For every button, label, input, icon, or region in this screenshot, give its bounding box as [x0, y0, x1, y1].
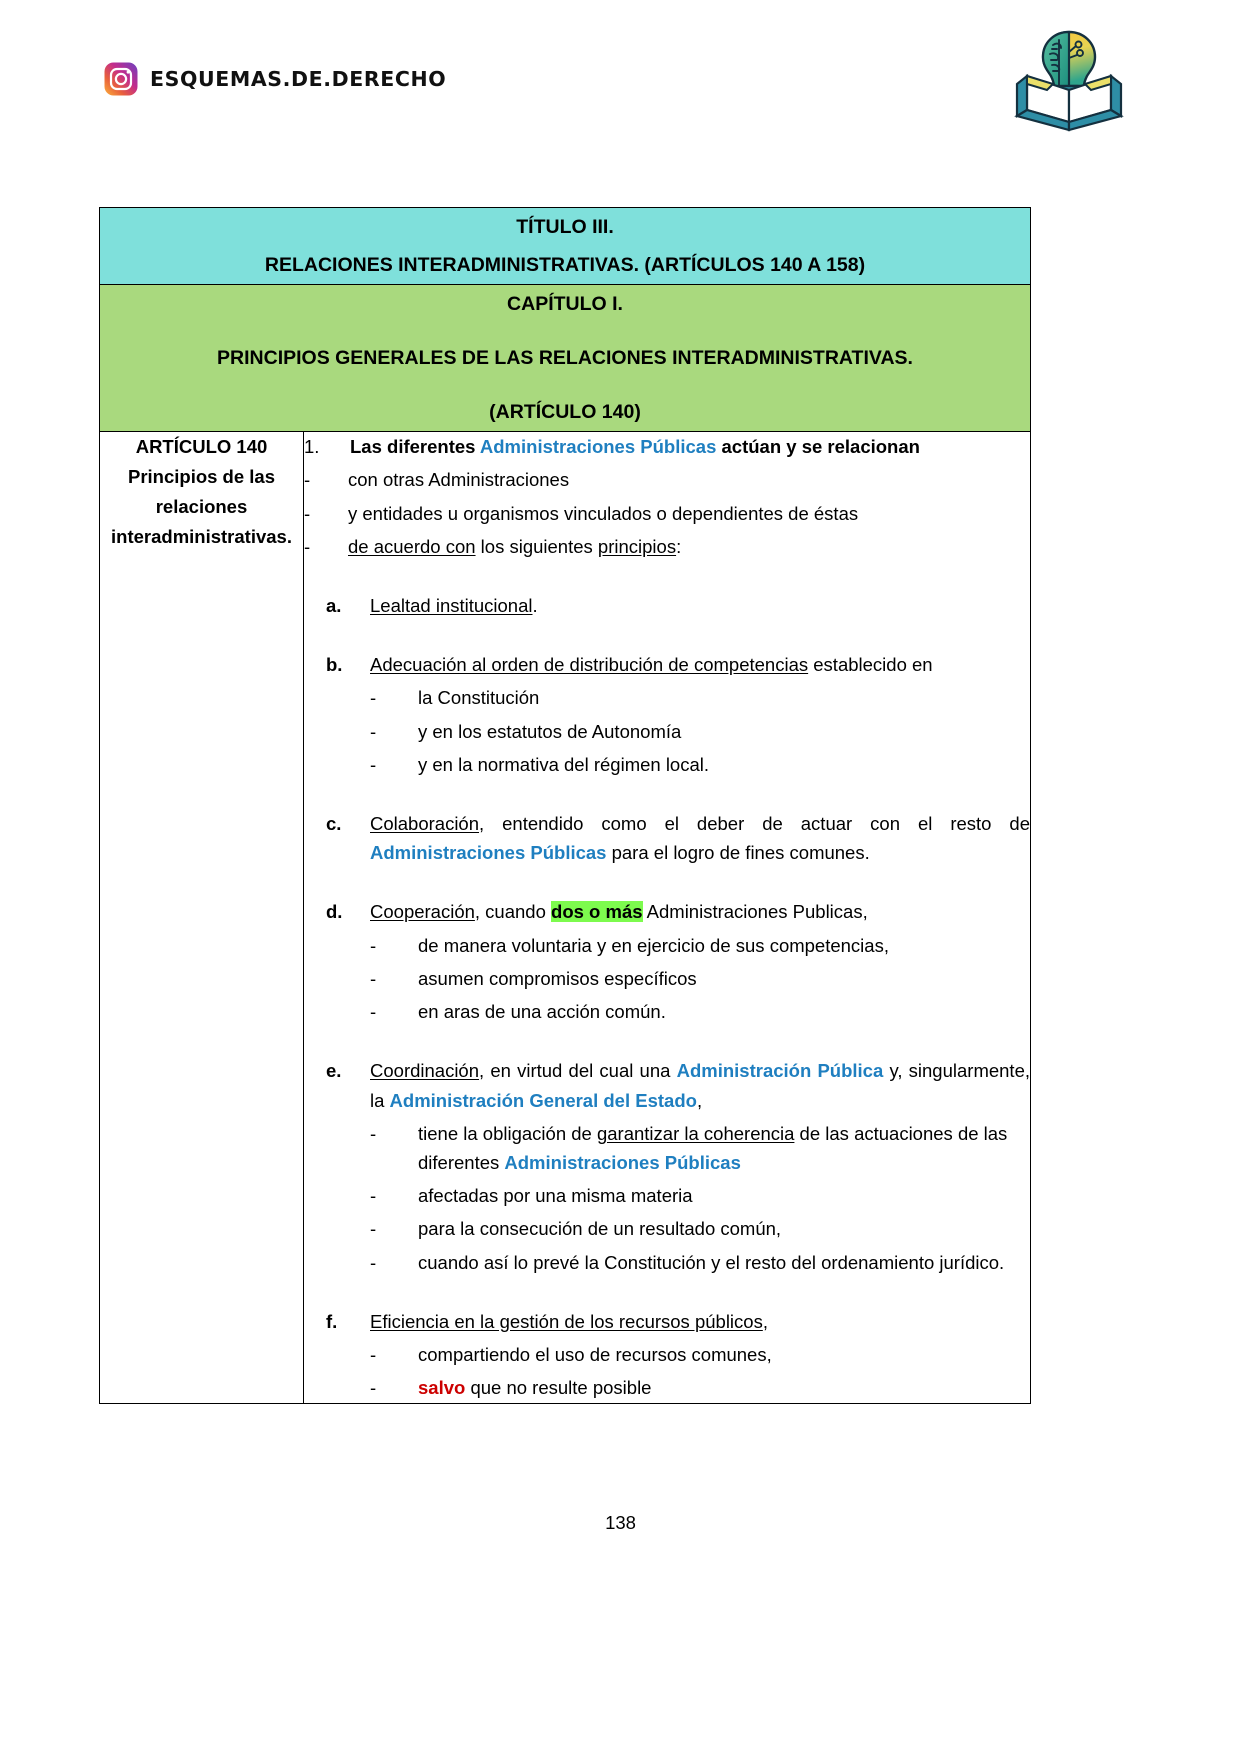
item-1-dash-2 — [304, 499, 1030, 528]
dash-text: y en los estatutos de Autonomía — [418, 720, 682, 742]
alpha-item-e — [304, 1056, 1030, 1277]
dash-marker: - — [370, 1218, 377, 1240]
dash-text — [418, 1119, 1030, 1177]
item-e-sub1-pre: tiene la obligación de — [418, 1122, 597, 1144]
chapter-band — [100, 285, 1031, 432]
page-number: 138 — [605, 1512, 636, 1533]
alpha-item-c — [304, 809, 1030, 867]
item-d-body — [370, 897, 1030, 926]
dash-text: cuando así lo prevé la Constitución y el resto del ordenamiento jurídico. — [418, 1251, 1005, 1273]
document-table — [99, 207, 1031, 1404]
dash-text: en aras de una acción común. — [418, 1001, 666, 1023]
item-f-underlined: Eficiencia en la gestión de los recursos públicos — [370, 1310, 763, 1332]
dash-text: y en la normativa del régimen local. — [418, 753, 710, 775]
chapter-band-line3: (ARTÍCULO 140) — [489, 401, 641, 424]
dash-text — [418, 1373, 1030, 1402]
dash-text: con otras Administraciones — [348, 469, 570, 491]
dash3-underline-2: principios — [597, 535, 677, 557]
item-1-lead-b: actúan y se relacionan — [716, 436, 920, 458]
dash-text — [348, 532, 1030, 561]
dash-text: para la consecución de un resultado común, — [418, 1218, 782, 1240]
item-1-dash-3 — [304, 532, 1030, 561]
dash-marker: - — [370, 1377, 377, 1399]
item-e-sub1-underlined: garantizar la coherencia — [596, 1122, 795, 1144]
dash-marker: - — [370, 967, 377, 989]
item-c-body — [370, 809, 1030, 867]
title-band-line2: RELACIONES INTERADMINISTRATIVAS. (ARTÍCULOS 140 A 158) — [264, 254, 866, 277]
page-header — [0, 0, 1241, 150]
item-f-sub-1 — [304, 1340, 1030, 1369]
item-1-dash-1 — [304, 465, 1030, 494]
dash-text: y entidades u organismos vinculados o dependientes de éstas — [348, 502, 859, 524]
dash-marker: - — [370, 1251, 377, 1273]
chapter-band-line1: CAPÍTULO I. — [507, 293, 623, 316]
alpha-item-f — [304, 1307, 1030, 1403]
item-c-blue: Administraciones Públicas — [370, 842, 607, 864]
item-e-underlined: Coordinación — [370, 1060, 480, 1082]
item-e-sub1-post: de las actuaciones de las diferentes — [418, 1122, 1008, 1174]
article-label-cell — [100, 432, 304, 1403]
numbered-item-1 — [304, 432, 1030, 461]
chapter-band-row — [100, 285, 1031, 432]
article-label-line2: Principios de las — [127, 466, 276, 488]
item-e-tail: , — [696, 1089, 703, 1111]
item-b-tail: establecido en — [808, 654, 933, 676]
article-content-cell — [304, 432, 1031, 1403]
article-label-line4: interadministrativas. — [111, 525, 292, 547]
article-row — [100, 432, 1031, 1403]
item-c-tail: para el logro de fines comunes. — [606, 842, 870, 864]
title-band-line1: TÍTULO III. — [516, 216, 614, 238]
dash-marker: - — [304, 502, 311, 524]
item-e-blue-1: Administración Pública — [676, 1060, 884, 1082]
dash3-underline-1: de acuerdo con — [348, 535, 476, 557]
item-e-mid2: y, singularmente, la — [370, 1060, 1031, 1111]
item-b-sub-3 — [304, 750, 1030, 779]
item-d-sub-1 — [304, 931, 1030, 960]
item-d-marker: d. — [326, 901, 343, 923]
item-e-sub-1 — [304, 1119, 1030, 1177]
item-f-marker: f. — [326, 1310, 338, 1332]
item-1-body — [350, 432, 1030, 461]
item-e-blue-2: Administración General del Estado — [389, 1089, 697, 1111]
alpha-item-d — [304, 897, 1030, 1026]
title-band-row — [100, 208, 1031, 285]
item-b-body — [370, 650, 1030, 679]
dash3-mid: los siguientes — [475, 535, 598, 557]
dash-marker: - — [370, 720, 377, 742]
dash-marker: - — [370, 753, 377, 775]
item-a-marker: a. — [326, 594, 342, 616]
alpha-item-b — [304, 650, 1030, 779]
item-f-tail: , — [762, 1310, 768, 1332]
item-b-sub-1 — [304, 683, 1030, 712]
item-d-underlined: Cooperación — [370, 901, 475, 923]
item-d-tail: Administraciones Publicas, — [642, 901, 868, 923]
dash-marker: - — [370, 934, 377, 956]
item-d-highlight: dos o más — [551, 901, 643, 923]
item-c-mid: , entendido como el deber de actuar con el resto de — [479, 813, 1030, 835]
dash-text: de manera voluntaria y en ejercicio de sus competencias, — [418, 934, 889, 956]
dash-marker: - — [370, 1001, 377, 1023]
article-label-line3: relaciones — [155, 496, 248, 518]
item-a-underlined: Lealtad institucional — [370, 594, 533, 616]
item-e-sub1-blue: Administraciones Públicas — [504, 1152, 741, 1174]
item-a-tail: . — [532, 594, 538, 616]
item-f-body — [370, 1307, 1030, 1336]
item-b-sub-2 — [304, 717, 1030, 746]
item-e-sub-2 — [304, 1181, 1030, 1210]
chapter-band-line2: PRINCIPIOS GENERALES DE LAS RELACIONES INTERADMINISTRATIVAS. — [217, 347, 913, 370]
brand-name: ESQUEMAS.DE.DERECHO — [150, 67, 447, 91]
dash-text: la Constitución — [418, 687, 540, 709]
dash-marker: - — [370, 1344, 377, 1366]
title-band — [100, 208, 1031, 285]
item-c-marker: c. — [326, 813, 342, 835]
dash-text: asumen compromisos específicos — [418, 967, 697, 989]
dash-text: afectadas por una misma materia — [418, 1185, 693, 1207]
item-1-lead-blue: Administraciones Públicas — [479, 436, 717, 458]
item-a-body — [370, 591, 1030, 620]
dash-marker: - — [304, 469, 311, 491]
item-1-marker: 1. — [304, 436, 320, 458]
item-b-marker: b. — [326, 654, 343, 676]
brain-lightbulb-book-logo — [1007, 18, 1131, 136]
dash-marker: - — [370, 1185, 377, 1207]
dash-marker: - — [304, 535, 311, 557]
instagram-icon — [104, 62, 138, 96]
item-e-body — [370, 1056, 1030, 1114]
dash-marker: - — [370, 687, 377, 709]
item-e-sub-4 — [304, 1248, 1030, 1277]
item-b-underlined: Adecuación al orden de distribución de competencias — [370, 654, 809, 676]
item-e-mid1: , en virtud del cual una — [479, 1060, 677, 1082]
item-c-underlined: Colaboración — [370, 813, 480, 835]
article-label-line1: ARTÍCULO 140 — [135, 436, 268, 458]
item-f-sub-2 — [304, 1373, 1030, 1402]
alpha-item-a — [304, 591, 1030, 620]
item-f-red: salvo — [418, 1377, 466, 1399]
brand — [104, 62, 446, 96]
item-e-sub-3 — [304, 1214, 1030, 1243]
item-d-sub-2 — [304, 964, 1030, 993]
dash-text: compartiendo el uso de recursos comunes, — [418, 1344, 772, 1366]
item-f-sub2-text: que no resulte posible — [465, 1377, 652, 1399]
item-d-mid: , cuando — [474, 901, 552, 923]
item-e-marker: e. — [326, 1060, 342, 1082]
item-1-lead-a: Las diferentes — [350, 436, 480, 458]
dash3-end: : — [676, 535, 682, 557]
item-d-sub-3 — [304, 997, 1030, 1026]
dash-marker: - — [370, 1122, 377, 1144]
